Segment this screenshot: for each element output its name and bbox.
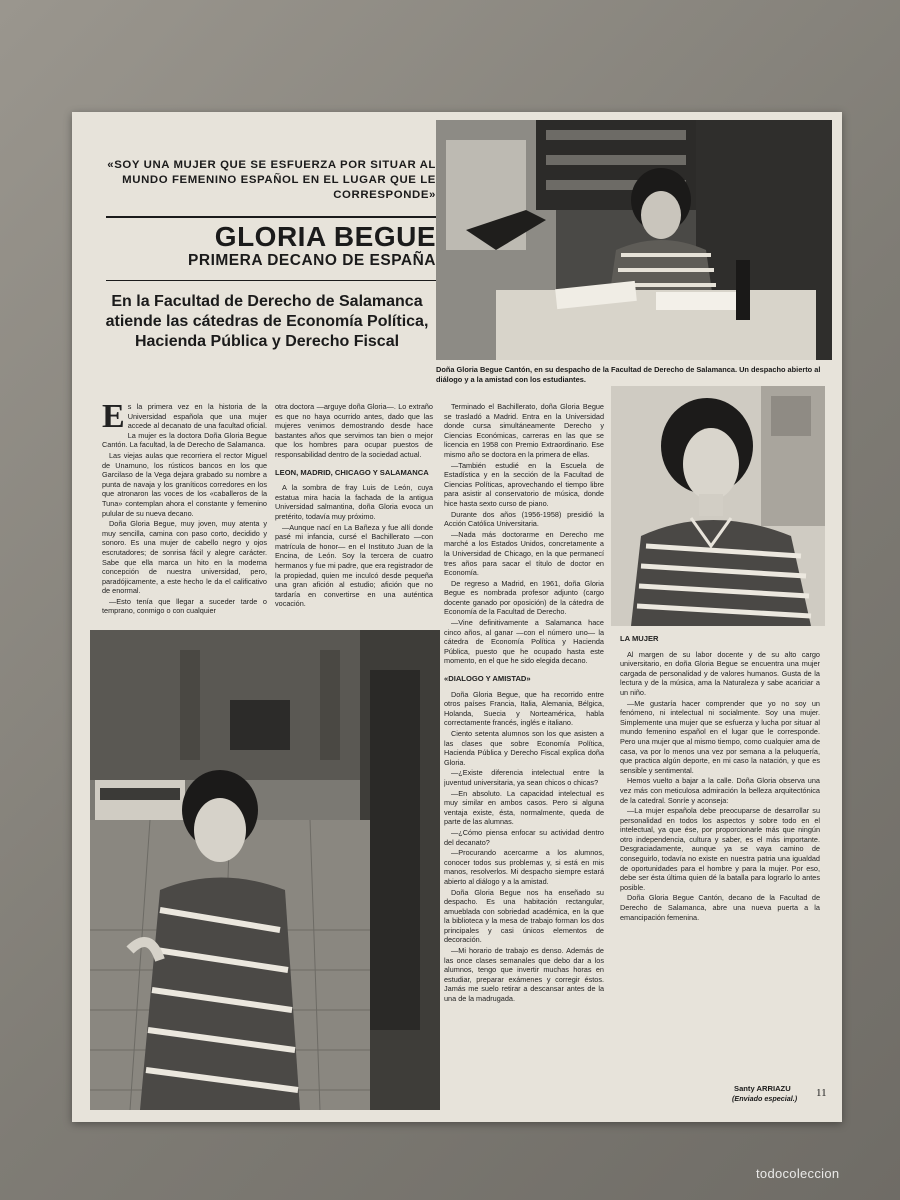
article-deck: En la Facultad de Derecho de Salamanca atiende las cátedras de Economía Política, Hacienda Pública y Derecho Fiscal [105, 293, 429, 350]
subtitle-rule [106, 280, 436, 281]
author-role: (Enviado especial.) [732, 1094, 798, 1103]
paragraph: Doña Gloria Begue nos ha enseñado su despacho. Es una habitación rectangular, amueblada con sobriedad académica, en la que la biblioteca y la mesa de trabajo forman los dos principales y casi únicos elementos de decoración. [444, 887, 604, 945]
paragraph: Ciento setenta alumnos son los que asisten a las clases que sobre Economía Política, Hacienda Pública y Derecho Fiscal explica doña Gloria. [444, 729, 604, 767]
drop-cap: E [102, 402, 125, 435]
paragraph: —Aunque nací en La Bañeza y fue allí donde pasé mi infancia, cursé el Bachillerato —con matrícula de honor— en el Instituto Juan de la Encina, de León. Soy la tercera de cuatro hermanos y fue mi padre, que era registrador de la propiedad, quien me inculcó desde pequeña una gran afición al estudio; afición que no tardaría en convertirse en una auténtica vocación. [275, 522, 433, 609]
street-photo-image [90, 630, 440, 1110]
paragraph: Las viejas aulas que recorriera el rector Miguel de Unamuno, los rústicos bancos en los que Garcilaso de la Vega dejara grabado su nombre a punta de navaja y los graníticos corredores en los que atronaron las voces de los «caballeros de la Tuna» contemplan ahora el constante y femenino pulular de su nueva decano. [102, 450, 267, 518]
office-photo-caption: Doña Gloria Begue Cantón, en su despacho de la Facultad de Derecho de Salamanca. Un despacho abierto al diálogo y a la amistad con los estudiantes. [436, 365, 821, 384]
paragraph: Doña Gloria Begue, que ha recorrido entre otros países Francia, Italia, Alemania, Bélgica, Holanda, Suecia y Norteamérica, habla correctamente francés, inglés e italiano. [444, 689, 604, 728]
paragraph: Doña Gloria Begue Cantón, decano de la Facultad de Derecho de Salamanca, abre una nueva puerta a la emancipación femenina. [620, 893, 820, 922]
headline-rule [106, 216, 436, 218]
paragraph: De regreso a Madrid, en 1961, doña Gloria Begue es nombrada profesor adjunto (cargo docente ganado por oposición) de la cátedra de Economía de la Facultad de Derecho. [444, 578, 604, 617]
paragraph: —Vine definitivamente a Salamanca hace cinco años, al ganar —con el número uno— la cátedra de Economía Política y Hacienda Pública, puesto que he ocupado hasta este momento, en el que he sido elegida decano. [444, 618, 604, 666]
magazine-page [72, 112, 842, 1122]
paragraph: Doña Gloria Begue, muy joven, muy atenta y muy sencilla, camina con paso corto, decidido y sonoro. Es una mujer de cabello negro y ojos escrutadores; de sonrisa fácil y alegre carácter. Sabe que ella marca un hito en la moderna concepción de nuestra universidad, pero, paradójicamente, a este hecho le da el calificativo de enormal. [102, 519, 267, 596]
paragraph: —En absoluto. La capacidad intelectual es muy similar en ambos casos. Pero si alguna ventaja existe, ésta, normalmente, queda de parte de las alumnas. [444, 788, 604, 827]
office-photo-image [436, 120, 832, 360]
paragraph: —La mujer española debe preocuparse de desarrollar su personalidad en todos los aspectos y sobre todo en el intelectual, ya que ése, por proporcionarle más que ningún otro independencia, cultura y saber, es el más importante. Desgraciadamente, aunque ya se vaya camino de conseguirlo, todavía no existe en nuestra patria una igualdad de oportunidades para el hombre y para la mujer. Por eso, debe ser ésta última quien dé la batalla para lograrlo lo antes posible. [620, 806, 820, 892]
headline-quote: «SOY UNA MUJER QUE SE ESFUERZA POR SITUAR AL MUNDO FEMENINO ESPAÑOL EN EL LUGAR QUE LE CORRESPONDE» [107, 159, 436, 201]
paragraph: —Procurando acercarme a los alumnos, conocer todos sus problemas y, si está en mis manos, resolverlos. Mi despacho siempre estará abierto al diálogo y a la amistad. [444, 848, 604, 886]
article-column-1 [102, 402, 267, 638]
author-byline: Santy ARRIAZU [734, 1084, 791, 1093]
section-heading-leon: LEON, MADRID, CHICAGO Y SALAMANCA [275, 467, 429, 477]
paragraph: —Nada más doctorarme en Derecho me marché a los Estados Unidos, concretamente a la Universidad de Chicago, en la que permanecí tres años para sacar el título de doctor en Economía. [444, 529, 604, 578]
paragraph: Hemos vuelto a bajar a la calle. Doña Gloria observa una vez más con meticulosa admiración la belleza arquitectónica de la catedral. Sonríe y aconseja: [620, 776, 820, 805]
office-photo [436, 120, 832, 360]
street-photo [90, 630, 440, 1110]
paragraph: s la primera vez en la historia de la Universidad española que una mujer accede al decanato de una facultad oficial. La mujer es la doctora Doña Gloria Begue Cantón. La facultad, la de Derecho de Salamanca. [102, 402, 267, 450]
article-title: GLORIA BEGUE [214, 221, 436, 252]
paragraph: —¿Existe diferencia intelectual entre la juventud universitaria, ya sean chicos o chicas? [444, 768, 604, 787]
paragraph: —Mi horario de trabajo es denso. Además de las once clases semanales que debo dar a los alumnos, tengo que invertir muchas horas en estudiar, preparar exámenes y corregir éstos. Jamás me suelo retirar a descansar antes de la una de la madrugada. [444, 946, 604, 1004]
section-heading-mujer: LA MUJER [620, 634, 659, 643]
article-subtitle: PRIMERA DECANO DE ESPAÑA [188, 252, 436, 269]
page-number: 11 [816, 1087, 827, 1099]
paragraph: Terminado el Bachillerato, doña Gloria Begue se trasladó a Madrid. Entra en la Universidad donde cursa simultáneamente Derecho y Ciencias Económicas, carreras en las que se licencia en 1958 con Premio Extraordinario. Ese mismo año se doctora en la primera de ellas. [444, 402, 604, 459]
paragraph: Al margen de su labor docente y de su alto cargo universitario, en doña Gloria Begue se encuentra una mujer cargada de personalidad y de valores humanos. Gusta de la lectura y de la música, ama la Naturaleza y sabe acariciar a un niño. [620, 649, 820, 697]
portrait-photo [611, 386, 825, 626]
paragraph: —¿Cómo piensa enfocar su actividad dentro del decanato? [444, 827, 604, 847]
watermark: todocoleccion [756, 1166, 840, 1181]
paragraph: otra doctora —arguye doña Gloria—. Lo extraño es que no haya ocurrido antes, dado que las mujeres venimos demostrando desde hace bastantes años que servimos tan bien o mejor que los hombres para ocupar puestos de responsabilidad dentro de la sociedad actual. [275, 402, 433, 459]
paragraph: —También estudié en la Escuela de Estadística y en la sección de la Facultad de Ciencias Políticas, aprovechando el tiempo libre para asistir al conservatorio de música, donde hice hasta sexto curso de piano. [444, 460, 604, 508]
section-heading-dialogo: «DIALOGO Y AMISTAD» [444, 674, 531, 684]
article-column-3 [444, 402, 604, 1087]
paragraph: Durante dos años (1956-1958) presidió la Acción Católica Universitaria. [444, 509, 604, 529]
paragraph: —Me gustaría hacer comprender que yo no soy un fenómeno, ni intelectual ni socialmente. Soy una mujer. Simplemente una mujer que se esfuerza y lucha por situar al mundo femenino español en el lugar que le corresponde. Pero una mujer que al mismo tiempo, como cualquier ama de casa, va por lo menos una vez por semana a la peluquería, que practica algún deporte, en mi caso la natación, y que es sensible y sentimental. [620, 698, 820, 775]
paragraph: —Esto tenía que llegar a suceder tarde o temprano, conmigo o con cualquier [102, 596, 267, 616]
article-column-4 [620, 632, 820, 1080]
portrait-photo-image [611, 386, 825, 626]
article-column-2 [275, 402, 433, 638]
paragraph: A la sombra de fray Luis de León, cuya estatua mira hacia la fachada de la antigua Universidad salmantina, doña Gloria evoca un pretérito, todavía muy próximo. [275, 483, 433, 521]
